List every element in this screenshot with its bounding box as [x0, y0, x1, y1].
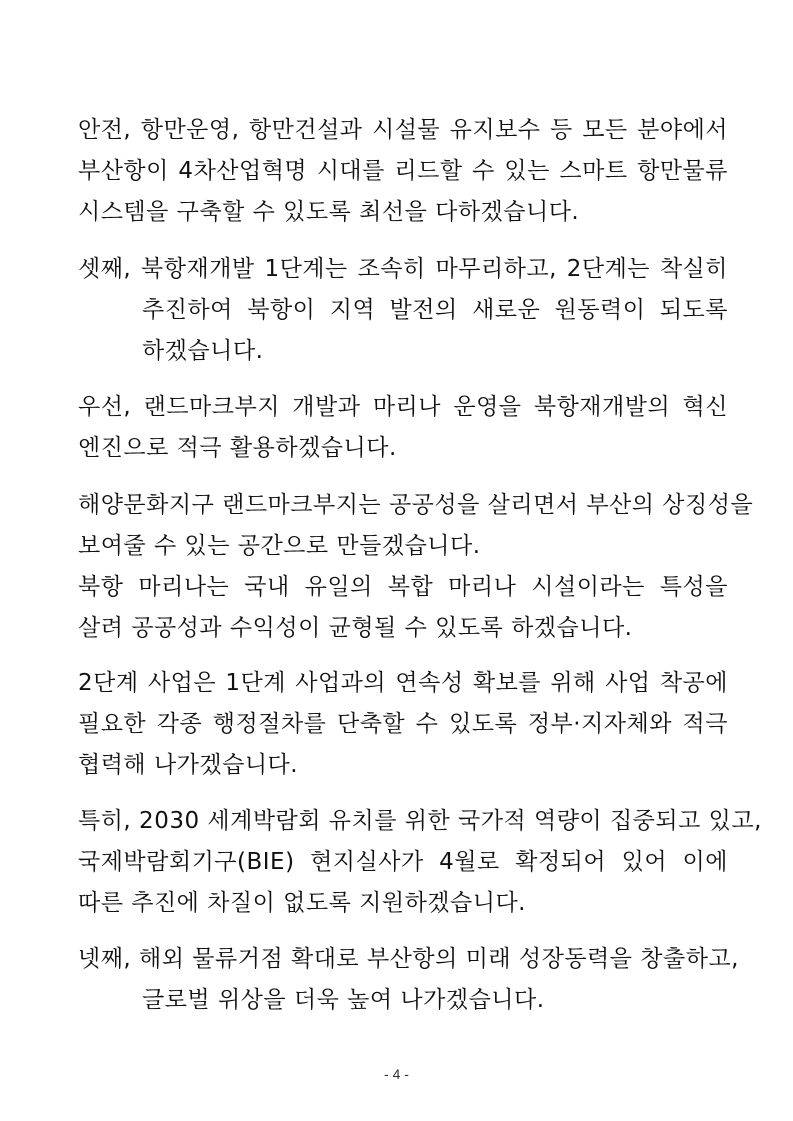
page-number: - 4 -: [384, 1066, 409, 1082]
text-line: 넷째, 해외 물류거점 확대로 부산항의 미래 성장동력을 창출하고,: [78, 946, 739, 972]
paragraph-phase-two: [78, 663, 728, 786]
text-line: 보여줄 수 있는 공간으로 만들겠습니다.: [78, 533, 481, 559]
text-line: 셋째, 북항재개발 1단계는 조속히 마무리하고, 2단계는 착실히: [78, 256, 728, 282]
text-line: 따른 추진에 차질이 없도록 지원하겠습니다.: [78, 890, 526, 916]
text-line: 안전, 항만운영, 항만건설과 시설물 유지보수 등 모든 분야에서: [78, 117, 728, 143]
text-line: 국제박람회기구(BIE) 현지실사가 4월로 확정되어 있어 이에: [78, 849, 728, 875]
text-line: 협력해 나가겠습니다.: [78, 752, 299, 778]
text-line: 시스템을 구축할 수 있도록 최선을 다하겠습니다.: [78, 199, 580, 225]
text-line: 글로벌 위상을 더욱 높여 나가겠습니다.: [142, 987, 545, 1013]
paragraph-world-expo: [78, 801, 762, 924]
paragraph-culture-district: [78, 485, 754, 649]
text-line: 살려 공공성과 수익성이 균형될 수 있도록 하겠습니다.: [78, 615, 633, 641]
paragraph-fourth-overseas-logistics: [78, 939, 739, 1021]
text-line: 우선, 랜드마크부지 개발과 마리나 운영을 북항재개발의 혁신: [78, 394, 728, 420]
text-line: 하겠습니다.: [142, 338, 264, 364]
text-line: 필요한 각종 행정절차를 단축할 수 있도록 정부·지자체와 적극: [78, 711, 728, 737]
paragraph-landmark-marina: [78, 387, 728, 469]
paragraph-smart-port: [78, 110, 728, 233]
text-line: 북항 마리나는 국내 유일의 복합 마리나 시설이라는 특성을: [78, 574, 728, 600]
paragraph-third-north-port: [78, 249, 728, 372]
text-line: 추진하여 북항이 지역 발전의 새로운 원동력이 되도록: [142, 297, 728, 323]
text-line: 부산항이 4차산업혁명 시대를 리드할 수 있는 스마트 항만물류: [78, 158, 728, 184]
text-line: 엔진으로 적극 활용하겠습니다.: [78, 435, 397, 461]
text-line: 특히, 2030 세계박람회 유치를 위한 국가적 역량이 집중되고 있고,: [78, 808, 762, 834]
text-line: 2단계 사업은 1단계 사업과의 연속성 확보를 위해 사업 착공에: [78, 670, 728, 696]
text-line: 해양문화지구 랜드마크부지는 공공성을 살리면서 부산의 상징성을: [78, 492, 754, 518]
